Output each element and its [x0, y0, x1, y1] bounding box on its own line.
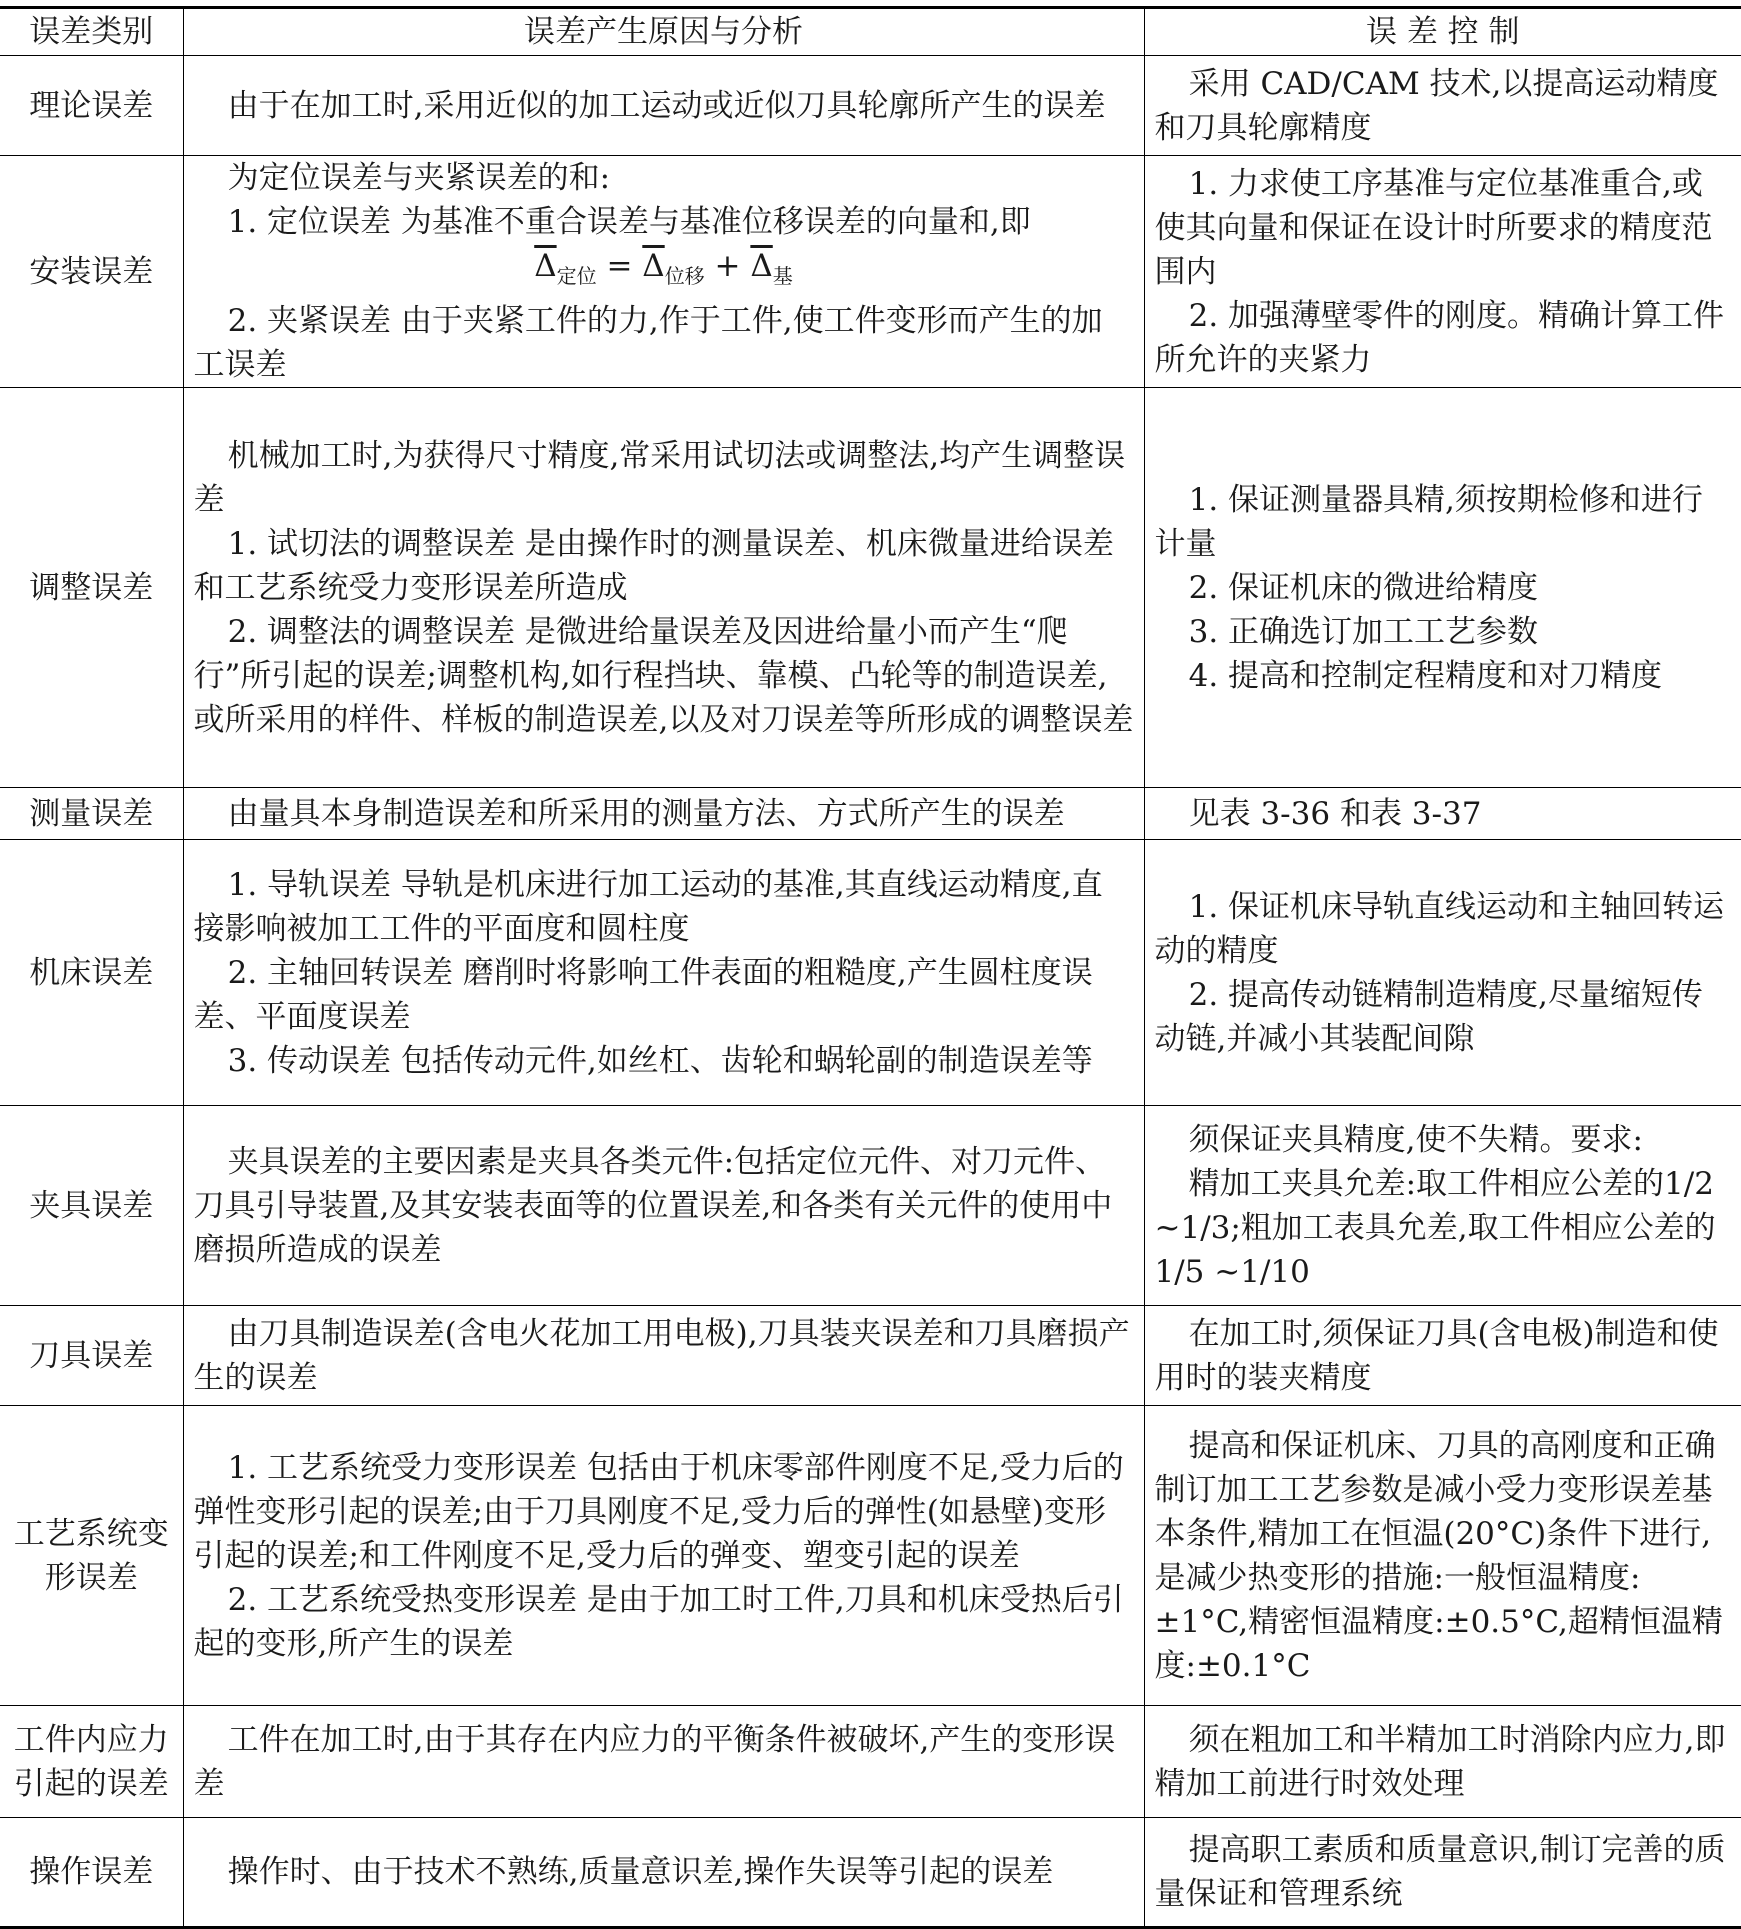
- row-category: 测量误差: [0, 788, 183, 840]
- control-text: 1. 力求使工序基准与定位基准重合,或使其向量和保证在设计时所要求的精度范围内: [1154, 165, 1713, 290]
- cause-text: 2. 主轴回转误差 磨削时将影响工件表面的粗糙度,产生圆柱度误差、平面度误差: [193, 954, 1093, 1035]
- control-text: 精加工夹具允差:取工件相应公差的1/2 ~1/3;粗加工表具允差,取工件相应公差的1/5 ~1/10: [1154, 1165, 1716, 1290]
- row-control: [1144, 1406, 1741, 1706]
- row-control: [1144, 56, 1741, 156]
- equation-subscript: 定位: [556, 264, 597, 289]
- row-control: [1144, 1706, 1741, 1818]
- cause-text: 2. 调整法的调整误差 是微进给量误差及因进给量小而产生“爬行”所引起的误差;调整机构,如行程挡块、靠模、凸轮等的制造误差,或所采用的样件、样板的制造误差,以及对刀误差等所形成的调整误差: [193, 613, 1134, 738]
- row-cause: [183, 1818, 1144, 1928]
- control-text: 3. 正确选订加工工艺参数: [1188, 613, 1539, 650]
- cause-text: 1. 导轨误差 导轨是机床进行加工运动的基准,其直线运动精度,直接影响被加工工件的平面度和圆柱度: [193, 866, 1103, 947]
- cause-text: 1. 定位误差 为基准不重合误差与基准位移误差的向量和,即: [227, 204, 1031, 241]
- control-text: 提高和保证机床、刀具的高刚度和正确制订加工工艺参数是减小受力变形误差基本条件,精加工在恒温(20°C)条件下进行,是减少热变形的措施:一般恒温精度:±1°C,精密恒温精度:±0.5°C,超精恒温精度:±0.1°C: [1154, 1427, 1723, 1684]
- table-row: [0, 1818, 1741, 1928]
- table-row: [0, 1106, 1741, 1306]
- control-text: 2. 提高传动链精制造精度,尽量缩短传动链,并减小其装配间隙: [1154, 976, 1703, 1057]
- table-row: [0, 1306, 1741, 1406]
- row-control: [1144, 156, 1741, 388]
- control-text: 提高职工素质和质量意识,制订完善的质量保证和管理系统: [1154, 1832, 1726, 1912]
- row-control: [1144, 840, 1741, 1106]
- table-row: [0, 156, 1741, 388]
- row-control: [1144, 388, 1741, 788]
- delta-symbol: $\overline{\Delta}$: [642, 248, 665, 285]
- error-table: [0, 6, 1741, 1929]
- cause-text: 由刀具制造误差(含电火花加工用电极),刀具装夹误差和刀具磨损产生的误差: [193, 1315, 1130, 1396]
- row-control: [1144, 1106, 1741, 1306]
- control-text: 须在粗加工和半精加工时消除内应力,即精加工前进行时效处理: [1154, 1721, 1726, 1802]
- row-control: [1144, 1818, 1741, 1928]
- row-category: 理论误差: [0, 56, 183, 156]
- row-cause: [183, 1106, 1144, 1306]
- control-text: 在加工时,须保证刀具(含电极)制造和使用时的装夹精度: [1154, 1315, 1719, 1396]
- control-text: 4. 提高和控制定程精度和对刀精度: [1188, 657, 1663, 694]
- table-row: [0, 1706, 1741, 1818]
- equation-subscript: 位移: [664, 264, 705, 289]
- table-row: [0, 56, 1741, 156]
- row-cause: [183, 56, 1144, 156]
- control-text: 须保证夹具精度,使不失精。要求:: [1188, 1121, 1643, 1158]
- header-cause: 误差产生原因与分析: [183, 8, 1144, 56]
- row-category: 工艺系统变形误差: [0, 1406, 183, 1706]
- table-row: [0, 788, 1741, 840]
- cause-text: 由量具本身制造误差和所采用的测量方法、方式所产生的误差: [227, 795, 1065, 832]
- control-text: 1. 保证测量器具精,须按期检修和进行计量: [1154, 481, 1703, 562]
- control-text: 2. 加强薄壁零件的刚度。精确计算工件所允许的夹紧力: [1154, 297, 1725, 378]
- header-control: 误 差 控 制: [1144, 8, 1741, 56]
- table-row: [0, 388, 1741, 788]
- row-category: 调整误差: [0, 388, 183, 788]
- row-cause: [183, 1706, 1144, 1818]
- cause-text: 机械加工时,为获得尺寸精度,常采用试切法或调整法,均产生调整误差: [193, 437, 1126, 518]
- control-text: 1. 保证机床导轨直线运动和主轴回转运动的精度: [1154, 888, 1725, 969]
- row-cause: [183, 840, 1144, 1106]
- control-text: 见表 3-36 和表 3-37: [1188, 795, 1482, 832]
- delta-symbol: $\overline{\Delta}$: [750, 248, 773, 285]
- row-category: 工件内应力引起的误差: [0, 1706, 183, 1818]
- row-control: [1144, 1306, 1741, 1406]
- delta-symbol: $\overline{\Delta}$: [534, 248, 557, 285]
- cause-text: 夹具误差的主要因素是夹具各类元件:包括定位元件、对刀元件、刀具引导装置,及其安装表面等的位置误差,和各类有关元件的使用中磨损所造成的误差: [193, 1143, 1113, 1268]
- row-category: 操作误差: [0, 1818, 183, 1928]
- row-cause: [183, 788, 1144, 840]
- cause-text: 操作时、由于技术不熟练,质量意识差,操作失误等引起的误差: [227, 1854, 1054, 1890]
- control-text: 2. 保证机床的微进给精度: [1188, 569, 1539, 606]
- cause-text: 1. 试切法的调整误差 是由操作时的测量误差、机床微量进给误差和工艺系统受力变形误差所造成: [193, 525, 1114, 606]
- control-text: 采用 CAD/CAM 技术,以提高运动精度和刀具轮廓精度: [1154, 65, 1719, 146]
- header-category: 误差类别: [0, 8, 183, 56]
- cause-text: 为定位误差与夹紧误差的和:: [227, 160, 611, 197]
- row-category: 刀具误差: [0, 1306, 183, 1406]
- cause-text: 3. 传动误差 包括传动元件,如丝杠、齿轮和蜗轮副的制造误差等: [227, 1042, 1093, 1079]
- table-row: [0, 1406, 1741, 1706]
- cause-text: 2. 工艺系统受热变形误差 是由于加工时工件,刀具和机床受热后引起的变形,所产生的误差: [193, 1581, 1124, 1662]
- equation-subscript: 基: [772, 264, 793, 289]
- cause-text: 2. 夹紧误差 由于夹紧工件的力,作于工件,使工件变形而产生的加工误差: [193, 302, 1103, 383]
- cause-text: 1. 工艺系统受力变形误差 包括由于机床零部件刚度不足,受力后的弹性变形引起的误差;由于刀具刚度不足,受力后的弹性(如悬壁)变形引起的误差;和工件刚度不足,受力后的弹变、塑变引起的误差: [193, 1449, 1124, 1574]
- table-row: [0, 840, 1741, 1106]
- cause-text: 工件在加工时,由于其存在内应力的平衡条件被破坏,产生的变形误差: [193, 1721, 1116, 1802]
- row-category: 安装误差: [0, 156, 183, 388]
- row-cause: [183, 1306, 1144, 1406]
- row-category: 夹具误差: [0, 1106, 183, 1306]
- row-cause: [183, 156, 1144, 388]
- row-control: [1144, 788, 1741, 840]
- row-cause: [183, 388, 1144, 788]
- vector-equation: $\overline{\Delta}_{定位} = \overline{\Delta}_{位移} + \overline{\Delta}_基$: [534, 248, 793, 289]
- header-row: [0, 8, 1741, 56]
- row-category: 机床误差: [0, 840, 183, 1106]
- cause-text: 由于在加工时,采用近似的加工运动或近似刀具轮廓所产生的误差: [227, 87, 1106, 124]
- row-cause: [183, 1406, 1144, 1706]
